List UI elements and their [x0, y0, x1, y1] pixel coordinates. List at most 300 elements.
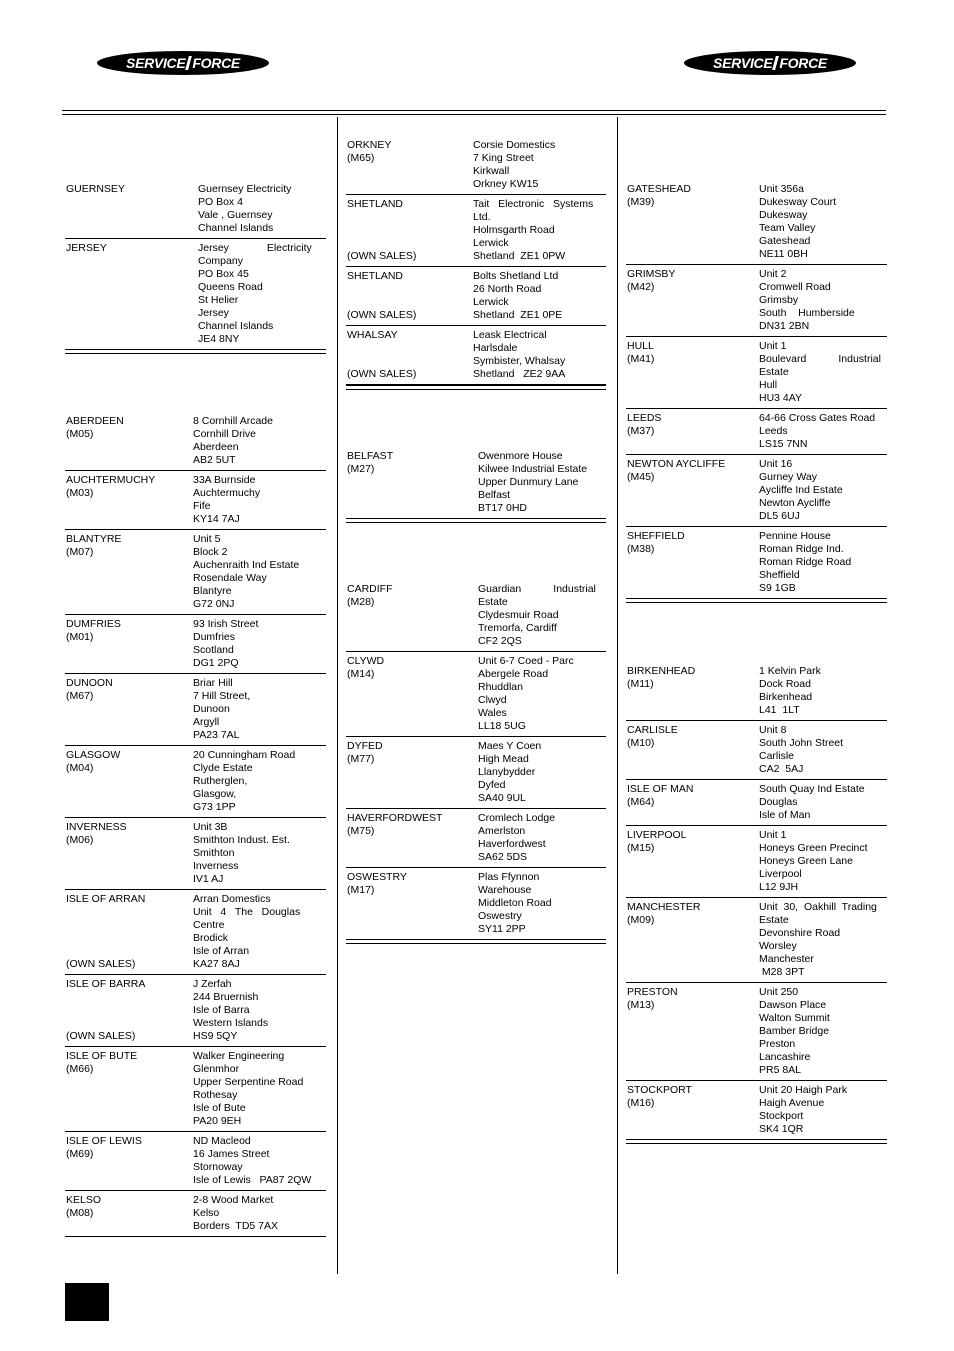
dealer-location-name: INVERNESS — [66, 821, 127, 833]
dealer-location — [347, 740, 383, 766]
column-divider — [337, 117, 338, 1274]
address-line: Carlisle — [759, 750, 795, 762]
dealer-location-name: CARLISLE — [627, 724, 678, 736]
own-sales-label: (OWN SALES) — [347, 368, 417, 380]
address-line: Kilwee Industrial Estate — [478, 463, 588, 475]
address-line: Jersey Electricity — [198, 242, 312, 254]
dealer-entry — [65, 1132, 326, 1191]
dealer-entry — [65, 975, 326, 1047]
dealer-address — [759, 901, 887, 979]
dealer-location — [627, 458, 725, 484]
address-line: G73 1PP — [193, 801, 236, 813]
dealer-entry — [65, 180, 326, 239]
dealer-code: (M27) — [347, 463, 375, 475]
address-line: Borders TD5 7AX — [193, 1220, 279, 1232]
dealer-location-name: GLASGOW — [66, 749, 121, 761]
dealer-location-name: SHETLAND — [347, 198, 404, 210]
dealer-location — [66, 1135, 142, 1161]
dealer-location-name: BLANTYRE — [66, 533, 122, 545]
dealer-location — [66, 1194, 101, 1220]
address-line: Clyde Estate — [193, 762, 253, 774]
address-line: Roman Ridge Ind. — [759, 543, 844, 555]
address-line: Clwyd — [478, 694, 507, 706]
address-line: Channel Islands — [198, 222, 274, 234]
address-line: Middleton Road — [478, 897, 552, 909]
address-line: Gateshead — [759, 235, 811, 247]
dealer-address — [198, 242, 326, 346]
dealer-entry — [626, 721, 887, 780]
address-line: 64-66 Cross Gates Road — [759, 412, 876, 424]
dealer-location — [66, 821, 127, 847]
address-line: Douglas — [759, 796, 798, 808]
own-sales-label: (OWN SALES) — [347, 309, 417, 321]
dealer-code: (M45) — [627, 471, 655, 483]
dealer-location — [347, 270, 403, 283]
address-line: Belfast — [478, 489, 511, 501]
dealer-location-name: GATESHEAD — [627, 183, 691, 195]
dealer-code: (M11) — [627, 678, 654, 690]
dealer-location-name: ISLE OF MAN — [627, 783, 694, 795]
address-line: Leeds — [759, 425, 788, 437]
address-line: PR5 8AL — [759, 1064, 802, 1076]
address-line: Unit 3B — [193, 821, 228, 833]
dealer-entry — [65, 1047, 326, 1132]
address-line: Tait Electronic Systems — [473, 198, 594, 210]
dealer-entry — [65, 615, 326, 674]
dealer-entry — [626, 180, 887, 265]
address-line: Aberdeen — [193, 441, 239, 453]
address-line: Clydesmuir Road — [478, 609, 559, 621]
address-line: Dukesway Court — [759, 196, 837, 208]
dealer-address — [193, 1050, 326, 1128]
dealer-entry — [346, 447, 606, 518]
dealer-group — [626, 180, 887, 603]
address-line: Manchester — [759, 953, 814, 965]
address-line: Guardian Industrial — [478, 583, 596, 595]
dealer-address — [473, 270, 606, 322]
group-end-rule — [346, 518, 606, 523]
address-line: Maes Y Coen — [478, 740, 542, 752]
group-end-rule — [346, 384, 606, 390]
address-line: 7 Hill Street, — [193, 690, 251, 702]
address-line: Owenmore House — [478, 450, 563, 462]
dealer-location — [347, 329, 398, 342]
address-line: ND Macleod — [193, 1135, 251, 1147]
dealer-address — [193, 474, 326, 526]
address-line: South Quay Ind Estate — [759, 783, 865, 795]
address-line: IV1 AJ — [193, 873, 224, 885]
dealer-location — [627, 901, 701, 927]
dealer-address — [478, 450, 606, 515]
dealer-location-name: NEWTON AYCLIFFE — [627, 458, 726, 470]
dealer-entry — [626, 409, 887, 455]
dealer-location-name: SHEFFIELD — [627, 530, 685, 542]
dealer-code: (M37) — [627, 425, 655, 437]
address-line: DL5 6UJ — [759, 510, 800, 522]
address-line: High Mead — [478, 753, 529, 765]
address-line: LL18 5UG — [478, 720, 526, 732]
address-line: Fife — [193, 500, 211, 512]
dealer-location — [627, 724, 678, 750]
address-line: 244 Bruernish — [193, 991, 259, 1003]
address-line: Rothesay — [193, 1089, 238, 1101]
address-line: Isle of Bute — [193, 1102, 246, 1114]
address-line: Upper Dunmury Lane — [478, 476, 579, 488]
logo-left-word-2: FORCE — [192, 55, 240, 71]
dealer-location-name: AUCHTERMUCHY — [66, 474, 156, 486]
dealer-entry — [626, 662, 887, 721]
address-line: Walton Summit — [759, 1012, 830, 1024]
address-line: Estate — [759, 366, 789, 378]
address-line: Tremorfa, Cardiff — [478, 622, 557, 634]
address-line: Block 2 — [193, 546, 228, 558]
dealer-entry — [626, 983, 887, 1081]
address-line: Shetland ZE1 0PE — [473, 309, 563, 321]
dealer-code: (M65) — [347, 152, 375, 164]
dealer-location — [627, 665, 695, 691]
dealer-entry — [626, 455, 887, 527]
dealer-entry — [626, 527, 887, 598]
address-line: Glenmhor — [193, 1063, 240, 1075]
dealer-address — [478, 812, 606, 864]
dealer-location — [66, 978, 145, 991]
dealer-entry — [346, 136, 606, 195]
address-line: Dock Road — [759, 678, 811, 690]
address-line: Stornoway — [193, 1161, 243, 1173]
dealer-code: (M42) — [627, 281, 655, 293]
dealer-address — [478, 871, 606, 936]
dealer-location — [66, 183, 125, 196]
address-line: Company — [198, 255, 243, 267]
dealer-code: (M06) — [66, 834, 94, 846]
address-line: Dunoon — [193, 703, 230, 715]
address-line: Hull — [759, 379, 778, 391]
dealer-group — [65, 412, 326, 1237]
address-line: 8 Cornhill Arcade — [193, 415, 273, 427]
dealer-code: (M10) — [627, 737, 655, 749]
dealer-location-name: LEEDS — [627, 412, 662, 424]
dealer-entry — [346, 580, 606, 652]
address-line: Auchenraith Ind Estate — [193, 559, 300, 571]
dealer-code: (M15) — [627, 842, 655, 854]
dealer-entry — [346, 267, 606, 326]
address-line: 33A Burnside — [193, 474, 256, 486]
address-line: Llanybydder — [478, 766, 536, 778]
address-line: Blantyre — [193, 585, 232, 597]
address-line: Auchtermuchy — [193, 487, 261, 499]
dealer-address — [478, 655, 606, 733]
dealer-entry — [65, 530, 326, 615]
address-line: Haverfordwest — [478, 838, 546, 850]
group-end-rule — [346, 939, 606, 944]
address-line: Boulevard Industrial — [759, 353, 881, 365]
dealer-address — [193, 415, 326, 467]
address-line: Jersey — [198, 307, 229, 319]
dealer-code: (M66) — [66, 1063, 94, 1075]
address-line: PO Box 45 — [198, 268, 249, 280]
dealer-entry — [65, 412, 326, 471]
address-line: Holmsgarth Road — [473, 224, 555, 236]
address-line: Dawson Place — [759, 999, 827, 1011]
dealer-code: (M16) — [627, 1097, 655, 1109]
dealer-location — [66, 474, 155, 500]
address-line: Lerwick — [473, 237, 509, 249]
address-line: Honeys Green Precinct — [759, 842, 868, 854]
address-line: Team Valley — [759, 222, 816, 234]
dealer-code: (M08) — [66, 1207, 94, 1219]
dealer-location-name: ISLE OF BARRA — [66, 978, 146, 990]
address-line: 93 Irish Street — [193, 618, 259, 630]
address-line: PA23 7AL — [193, 729, 240, 741]
dealer-location-name: GRIMSBY — [627, 268, 676, 280]
dealer-group — [346, 136, 606, 390]
dealer-entry — [346, 868, 606, 939]
serviceforce-logo-right — [684, 51, 856, 75]
own-sales-label: (OWN SALES) — [347, 250, 417, 262]
dealer-group — [346, 580, 606, 944]
dealer-location — [627, 268, 675, 294]
address-line: Centre — [193, 919, 225, 931]
dealer-location — [66, 1050, 137, 1076]
address-line: Kelso — [193, 1207, 220, 1219]
dealer-location — [627, 340, 654, 366]
dealer-location — [66, 533, 121, 559]
address-line: M28 3PT — [759, 966, 805, 978]
dealer-entry — [65, 471, 326, 530]
address-line: Corsie Domestics — [473, 139, 556, 151]
address-line: SY11 2PP — [478, 923, 526, 935]
dealer-location — [627, 412, 661, 438]
address-line: PO Box 4 — [198, 196, 243, 208]
address-line: Roman Ridge Road — [759, 556, 852, 568]
address-line: South John Street — [759, 737, 844, 749]
address-line: DG1 2PQ — [193, 657, 239, 669]
dealer-address — [193, 533, 326, 611]
dealer-code: (M05) — [66, 428, 94, 440]
dealer-location-name: BIRKENHEAD — [627, 665, 696, 677]
dealer-location-name: CLYWD — [347, 655, 385, 667]
dealer-address — [759, 183, 887, 261]
dealer-address — [759, 412, 887, 451]
address-line: BT17 0HD — [478, 502, 528, 514]
group-end-rule — [65, 349, 326, 354]
address-line: Worsley — [759, 940, 797, 952]
dealer-entry — [65, 674, 326, 746]
dealer-address — [759, 665, 887, 717]
dealer-entry — [65, 890, 326, 975]
address-line: Unit 2 — [759, 268, 787, 280]
logo-right-word-2: FORCE — [779, 55, 827, 71]
address-line: HS9 5QY — [193, 1030, 238, 1042]
own-sales-label: (OWN SALES) — [66, 1030, 136, 1042]
dealer-location-name: ISLE OF LEWIS — [66, 1135, 142, 1147]
dealer-entry — [346, 326, 606, 384]
page-number-box — [65, 1283, 109, 1321]
dealer-address — [759, 458, 887, 523]
dealer-entry — [626, 826, 887, 898]
address-line: 26 North Road — [473, 283, 542, 295]
address-line: 2-8 Wood Market — [193, 1194, 274, 1206]
serviceforce-logo-left — [97, 51, 269, 75]
own-sales-label: (OWN SALES) — [66, 958, 136, 970]
dealer-address — [759, 1084, 887, 1136]
dealer-address — [193, 1135, 326, 1187]
address-line: Unit 356a — [759, 183, 804, 195]
address-line: Plas Ffynnon — [478, 871, 540, 883]
dealer-location — [347, 812, 442, 838]
dealer-group — [346, 447, 606, 523]
address-line: Western Islands — [193, 1017, 269, 1029]
address-line: South Humberside — [759, 307, 855, 319]
address-line: Estate — [478, 596, 508, 608]
header-rule — [62, 114, 886, 115]
dealer-code: (M28) — [347, 596, 375, 608]
address-line: Oswestry — [478, 910, 522, 922]
address-line: Preston — [759, 1038, 796, 1050]
dealer-location — [627, 986, 678, 1012]
address-line: Warehouse — [478, 884, 532, 896]
address-line: Unit 30, Oakhill Trading — [759, 901, 877, 913]
address-line: Birkenhead — [759, 691, 813, 703]
address-line: Bolts Shetland Ltd — [473, 270, 559, 282]
address-line: Queens Road — [198, 281, 263, 293]
address-line: HU3 4AY — [759, 392, 802, 404]
address-line: Dukesway — [759, 209, 808, 221]
dealer-entry — [626, 780, 887, 826]
dealer-address — [193, 893, 326, 971]
address-line: Grimsby — [759, 294, 799, 306]
address-line: Kirkwall — [473, 165, 510, 177]
address-line: Unit 1 — [759, 829, 787, 841]
address-line: Dumfries — [193, 631, 236, 643]
address-line: 7 King Street — [473, 152, 534, 164]
dealer-location-name: JERSEY — [66, 242, 107, 254]
address-line: Unit 6-7 Coed - Parc — [478, 655, 574, 667]
dealer-code: (M13) — [627, 999, 655, 1011]
dealer-location — [347, 583, 393, 609]
address-line: 16 James Street — [193, 1148, 270, 1160]
address-line: Amerlston — [478, 825, 526, 837]
address-line: Cromlech Lodge — [478, 812, 556, 824]
address-line: S9 1GB — [759, 582, 796, 594]
dealer-location-name: ORKNEY — [347, 139, 392, 151]
address-line: 1 Kelvin Park — [759, 665, 821, 677]
address-line: Orkney KW15 — [473, 178, 539, 190]
address-line: Unit 20 Haigh Park — [759, 1084, 848, 1096]
dealer-location-name: PRESTON — [627, 986, 678, 998]
address-line: Inverness — [193, 860, 239, 872]
address-line: Abergele Road — [478, 668, 549, 680]
dealer-location-name: OSWESTRY — [347, 871, 407, 883]
address-line: Unit 1 — [759, 340, 787, 352]
dealer-code: (M75) — [347, 825, 375, 837]
dealer-address — [759, 340, 887, 405]
dealer-location-name: DUNOON — [66, 677, 113, 689]
logo-left-word-1: SERVICE — [126, 55, 186, 71]
address-line: Leask Electrical — [473, 329, 547, 341]
dealer-location-name: BELFAST — [347, 450, 394, 462]
dealer-entry — [65, 818, 326, 890]
dealer-location-name: LIVERPOOL — [627, 829, 687, 841]
dealer-location-name: MANCHESTER — [627, 901, 701, 913]
dealer-location — [347, 871, 407, 897]
address-line: KY14 7AJ — [193, 513, 240, 525]
address-line: Glasgow, — [193, 788, 237, 800]
dealer-location — [347, 198, 403, 211]
address-line: NE11 0BH — [759, 248, 808, 260]
dealer-entry — [65, 1191, 326, 1236]
dealer-location — [347, 450, 393, 476]
dealer-location-name: STOCKPORT — [627, 1084, 692, 1096]
address-line: Rutherglen, — [193, 775, 248, 787]
address-line: DN31 2BN — [759, 320, 810, 332]
address-line: JE4 8NY — [198, 333, 240, 345]
dealer-location-name: DYFED — [347, 740, 383, 752]
dealer-address — [473, 198, 606, 263]
dealer-location — [347, 655, 384, 681]
dealer-entry — [626, 898, 887, 983]
address-line: Symbister, Whalsay — [473, 355, 566, 367]
dealer-location — [627, 783, 694, 809]
dealer-address — [193, 618, 326, 670]
dealer-location-name: KELSO — [66, 1194, 102, 1206]
dealer-entry — [346, 737, 606, 809]
dealer-entry — [626, 265, 887, 337]
group-end-rule — [65, 1236, 326, 1237]
address-line: Smithton Indust. Est. — [193, 834, 290, 846]
address-line: Channel Islands — [198, 320, 274, 332]
dealer-entry — [346, 195, 606, 267]
dealer-address — [193, 1194, 326, 1233]
address-line: Harlsdale — [473, 342, 518, 354]
address-line: Unit 4 The Douglas — [193, 906, 301, 918]
dealer-location-name: WHALSAY — [347, 329, 398, 341]
dealer-code: (M38) — [627, 543, 655, 555]
address-line: CF2 2QS — [478, 635, 522, 647]
address-line: Smithton — [193, 847, 235, 859]
dealer-location — [66, 618, 121, 644]
address-line: Brodick — [193, 932, 229, 944]
address-line: Cornhill Drive — [193, 428, 257, 440]
address-line: Unit 5 — [193, 533, 221, 545]
address-line: Isle of Lewis PA87 2QW — [193, 1174, 312, 1186]
address-line: 20 Cunningham Road — [193, 749, 296, 761]
address-line: Unit 250 — [759, 986, 799, 998]
dealer-address — [473, 139, 606, 191]
dealer-location — [66, 677, 113, 703]
dealer-location — [66, 415, 124, 441]
dealer-address — [759, 829, 887, 894]
address-line: Arran Domestics — [193, 893, 271, 905]
address-line: SK4 1QR — [759, 1123, 804, 1135]
dealer-location-name: HAVERFORDWEST — [347, 812, 443, 824]
dealer-entry — [346, 809, 606, 868]
address-line: Briar Hill — [193, 677, 233, 689]
address-line: Shetland ZE2 9AA — [473, 368, 566, 380]
column-divider — [617, 117, 618, 1274]
dealer-code: (M17) — [347, 884, 375, 896]
dealer-address — [478, 583, 606, 648]
dealer-address — [193, 978, 326, 1043]
dealer-location-name: HULL — [627, 340, 654, 352]
address-line: Unit 16 — [759, 458, 793, 470]
address-line: Aycliffe Ind Estate — [759, 484, 843, 496]
dealer-group — [65, 180, 326, 354]
address-line: L12 9JH — [759, 881, 799, 893]
dealer-address — [473, 329, 606, 381]
address-line: Scotland — [193, 644, 234, 656]
dealer-location-name: CARDIFF — [347, 583, 393, 595]
